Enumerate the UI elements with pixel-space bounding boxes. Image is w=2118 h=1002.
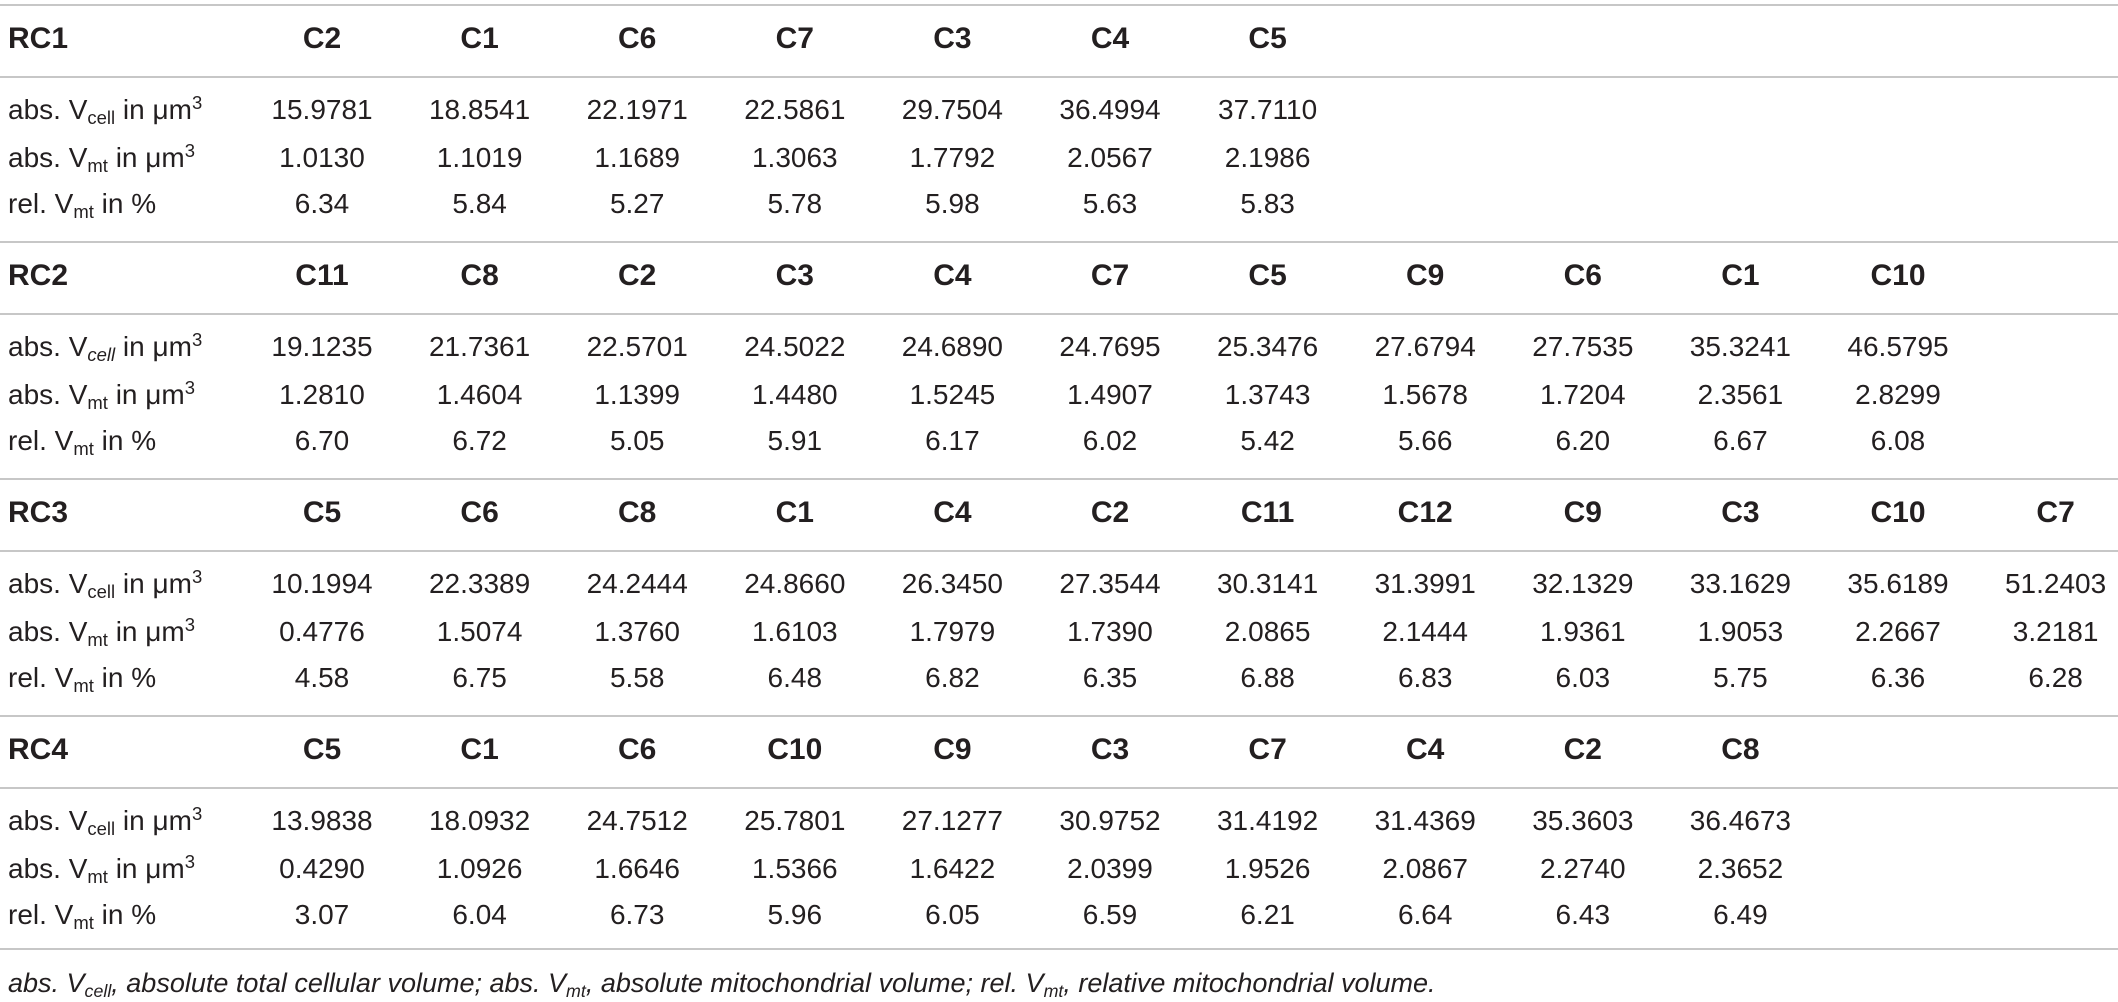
column-header: C2 bbox=[1563, 733, 1602, 766]
row-label-cell bbox=[8, 565, 203, 603]
value-rel-mt: 5.84 bbox=[452, 188, 507, 219]
value-v-mt: 1.1689 bbox=[594, 142, 680, 173]
value-v-mt: 2.1986 bbox=[1224, 142, 1311, 173]
value-rel-mt: 6.35 bbox=[1082, 662, 1138, 693]
value-v-mt: 1.5074 bbox=[436, 616, 523, 647]
row-label-subscript: mt bbox=[73, 912, 94, 934]
value-v-mt: 0.4290 bbox=[279, 853, 365, 884]
row-label-unit: μm bbox=[145, 616, 185, 647]
column-header: C6 bbox=[460, 496, 499, 529]
row-label-rel bbox=[8, 425, 157, 460]
column-header: C6 bbox=[618, 733, 657, 766]
value-rel-mt: 6.48 bbox=[767, 662, 823, 693]
value-rel-mt: 6.36 bbox=[1870, 662, 1926, 693]
row-label-text: in bbox=[107, 142, 146, 173]
row-label-text: abs. V bbox=[8, 616, 88, 647]
value-rel-mt: 5.66 bbox=[1397, 425, 1453, 456]
value-v-mt: 2.0567 bbox=[1067, 142, 1153, 173]
value-v-cell: 25.7801 bbox=[744, 805, 846, 836]
row-label-mt bbox=[8, 139, 196, 177]
value-v-cell: 15.9781 bbox=[271, 94, 373, 125]
row-label-subscript: cell bbox=[87, 581, 116, 603]
row-label-unit: μm bbox=[152, 94, 192, 125]
value-v-mt: 2.2667 bbox=[1855, 616, 1941, 647]
row-label-superscript: 3 bbox=[191, 328, 203, 350]
value-v-cell: 33.1629 bbox=[1689, 568, 1791, 599]
row-label-unit: μm bbox=[152, 805, 192, 836]
value-rel-mt: 5.58 bbox=[609, 662, 665, 693]
value-v-mt: 1.6646 bbox=[594, 853, 680, 884]
value-v-mt: 1.2810 bbox=[279, 379, 365, 410]
block-top-rule bbox=[0, 715, 2118, 717]
value-v-cell: 35.3241 bbox=[1689, 331, 1791, 362]
value-v-mt: 2.1444 bbox=[1382, 616, 1468, 647]
row-label-subscript: mt bbox=[73, 675, 94, 697]
row-label-superscript: 3 bbox=[184, 850, 196, 872]
value-v-mt: 1.1019 bbox=[436, 142, 523, 173]
row-label-text: rel. V bbox=[8, 188, 74, 219]
column-header: C9 bbox=[1406, 259, 1445, 292]
column-header: C10 bbox=[1870, 259, 1926, 292]
value-rel-mt: 5.98 bbox=[925, 188, 980, 219]
column-header: C7 bbox=[1090, 259, 1130, 292]
value-v-mt: 0.4776 bbox=[279, 616, 365, 647]
value-v-mt: 2.2740 bbox=[1539, 853, 1626, 884]
column-header: C3 bbox=[775, 259, 814, 292]
header-rule bbox=[0, 787, 2118, 789]
value-v-cell: 36.4673 bbox=[1689, 805, 1791, 836]
value-v-mt: 1.7204 bbox=[1539, 379, 1626, 410]
value-v-cell: 10.1994 bbox=[271, 568, 373, 599]
value-rel-mt: 6.82 bbox=[925, 662, 980, 693]
value-v-cell: 24.8660 bbox=[744, 568, 846, 599]
value-rel-mt: 3.07 bbox=[294, 899, 350, 930]
value-rel-mt: 6.88 bbox=[1240, 662, 1295, 693]
row-label-cell bbox=[8, 802, 203, 840]
column-header: C9 bbox=[1563, 496, 1602, 529]
row-label-subscript: mt bbox=[87, 155, 108, 177]
value-v-cell: 22.3389 bbox=[428, 568, 531, 599]
value-v-mt: 1.5245 bbox=[909, 379, 996, 410]
value-v-mt: 1.5366 bbox=[751, 853, 838, 884]
row-label-rel bbox=[8, 899, 157, 934]
block-header-rc2: RC2 bbox=[8, 259, 69, 292]
value-v-mt: 1.9361 bbox=[1539, 616, 1626, 647]
value-rel-mt: 6.02 bbox=[1082, 425, 1138, 456]
value-v-mt: 1.9526 bbox=[1224, 853, 1311, 884]
column-header: C8 bbox=[460, 259, 499, 292]
column-header: C4 bbox=[933, 259, 972, 292]
row-label-text: in bbox=[107, 379, 146, 410]
column-header: C3 bbox=[1090, 733, 1130, 766]
row-label-subscript: mt bbox=[73, 201, 94, 223]
value-v-cell: 24.6890 bbox=[901, 331, 1003, 362]
row-label-rel bbox=[8, 662, 157, 697]
value-rel-mt: 5.05 bbox=[609, 425, 665, 456]
value-v-cell: 31.4192 bbox=[1216, 805, 1319, 836]
value-rel-mt: 5.75 bbox=[1713, 662, 1768, 693]
value-v-mt: 1.7390 bbox=[1067, 616, 1153, 647]
value-v-cell: 30.3141 bbox=[1216, 568, 1319, 599]
column-header: C4 bbox=[1090, 22, 1130, 55]
column-header: C7 bbox=[1248, 733, 1287, 766]
value-v-cell: 13.9838 bbox=[271, 805, 373, 836]
row-label-text: abs. V bbox=[8, 805, 88, 836]
row-label-subscript: cell bbox=[87, 818, 116, 840]
value-v-mt: 1.3063 bbox=[751, 142, 838, 173]
row-label-text: abs. V bbox=[8, 142, 88, 173]
row-label-text: abs. V bbox=[8, 331, 88, 362]
value-v-mt: 1.5678 bbox=[1382, 379, 1468, 410]
value-v-cell: 27.6794 bbox=[1374, 331, 1476, 362]
column-header: C8 bbox=[1721, 733, 1760, 766]
value-v-cell: 22.5861 bbox=[744, 94, 846, 125]
block-header-rc4: RC4 bbox=[8, 733, 69, 766]
row-label-rel bbox=[8, 188, 157, 223]
column-header: C5 bbox=[1248, 22, 1287, 55]
value-rel-mt: 6.75 bbox=[452, 662, 507, 693]
row-label-cell bbox=[8, 328, 203, 366]
value-v-cell: 24.7695 bbox=[1059, 331, 1161, 362]
column-header: C5 bbox=[302, 733, 342, 766]
column-header: C2 bbox=[1090, 496, 1130, 529]
row-label-text: abs. V bbox=[8, 568, 88, 599]
value-v-cell: 36.4994 bbox=[1059, 94, 1161, 125]
column-header: C4 bbox=[1406, 733, 1445, 766]
row-label-subscript: mt bbox=[87, 866, 108, 888]
row-label-text: rel. V bbox=[8, 662, 74, 693]
row-label-text: in bbox=[115, 805, 153, 836]
row-label-superscript: 3 bbox=[191, 802, 203, 824]
value-rel-mt: 5.78 bbox=[767, 188, 823, 219]
column-header: C6 bbox=[618, 22, 657, 55]
value-v-cell: 19.1235 bbox=[271, 331, 373, 362]
value-v-cell: 31.3991 bbox=[1374, 568, 1476, 599]
value-rel-mt: 6.05 bbox=[925, 899, 980, 930]
value-v-mt: 1.6422 bbox=[909, 853, 996, 884]
value-v-mt: 1.6103 bbox=[751, 616, 838, 647]
value-v-cell: 46.5795 bbox=[1847, 331, 1949, 362]
row-label-mt bbox=[8, 850, 196, 888]
row-label-text: in bbox=[107, 616, 146, 647]
column-header: C3 bbox=[933, 22, 972, 55]
row-label-text: in % bbox=[93, 425, 157, 456]
value-v-cell: 24.2444 bbox=[586, 568, 688, 599]
row-label-unit: μm bbox=[145, 142, 185, 173]
value-v-mt: 2.0399 bbox=[1067, 853, 1153, 884]
column-header: C10 bbox=[767, 733, 823, 766]
row-label-subscript: mt bbox=[73, 438, 94, 460]
value-v-cell: 22.1971 bbox=[586, 94, 688, 125]
value-rel-mt: 6.72 bbox=[452, 425, 507, 456]
row-label-text: abs. V bbox=[8, 379, 88, 410]
column-header: C4 bbox=[933, 496, 972, 529]
row-label-unit: μm bbox=[145, 379, 185, 410]
value-rel-mt: 5.96 bbox=[767, 899, 823, 930]
row-label-text: in % bbox=[93, 899, 157, 930]
value-v-cell: 37.7110 bbox=[1218, 94, 1318, 125]
block-top-rule bbox=[0, 4, 2118, 6]
column-header: C12 bbox=[1397, 496, 1453, 529]
row-label-unit: μm bbox=[145, 853, 185, 884]
value-v-cell: 18.8541 bbox=[428, 94, 531, 125]
value-rel-mt: 6.04 bbox=[452, 899, 507, 930]
value-rel-mt: 6.43 bbox=[1555, 899, 1611, 930]
value-v-cell: 30.9752 bbox=[1059, 805, 1161, 836]
value-rel-mt: 6.08 bbox=[1870, 425, 1926, 456]
value-rel-mt: 6.67 bbox=[1713, 425, 1768, 456]
block-top-rule bbox=[0, 241, 2118, 243]
column-header: C9 bbox=[933, 733, 972, 766]
value-v-mt: 1.0926 bbox=[436, 853, 523, 884]
row-label-text: in bbox=[107, 853, 146, 884]
value-v-cell: 26.3450 bbox=[901, 568, 1003, 599]
column-header: C5 bbox=[302, 496, 342, 529]
row-label-unit: μm bbox=[152, 331, 192, 362]
value-rel-mt: 6.73 bbox=[609, 899, 665, 930]
table-bottom-rule bbox=[0, 948, 2118, 950]
value-v-cell: 51.2403 bbox=[2004, 568, 2107, 599]
value-v-cell: 25.3476 bbox=[1216, 331, 1319, 362]
block-header-rc3: RC3 bbox=[8, 496, 69, 529]
value-rel-mt: 6.17 bbox=[925, 425, 980, 456]
value-rel-mt: 5.63 bbox=[1082, 188, 1138, 219]
row-label-text: rel. V bbox=[8, 899, 74, 930]
row-label-text: in bbox=[115, 331, 153, 362]
row-label-text: rel. V bbox=[8, 425, 74, 456]
row-label-text: abs. V bbox=[8, 853, 88, 884]
row-label-cell bbox=[8, 91, 203, 129]
value-v-cell: 21.7361 bbox=[428, 331, 531, 362]
block-top-rule bbox=[0, 478, 2118, 480]
value-v-cell: 27.3544 bbox=[1059, 568, 1161, 599]
column-header: C1 bbox=[775, 496, 814, 529]
value-v-mt: 1.7792 bbox=[909, 142, 996, 173]
value-v-cell: 32.1329 bbox=[1532, 568, 1634, 599]
column-header: C7 bbox=[2036, 496, 2075, 529]
row-label-text: in % bbox=[93, 188, 157, 219]
column-header: C7 bbox=[775, 22, 814, 55]
column-header: C11 bbox=[295, 259, 349, 292]
column-header: C1 bbox=[460, 22, 499, 55]
column-header: C3 bbox=[1721, 496, 1760, 529]
value-rel-mt: 6.03 bbox=[1555, 662, 1611, 693]
row-label-superscript: 3 bbox=[191, 565, 203, 587]
row-label-superscript: 3 bbox=[184, 139, 196, 161]
value-v-cell: 27.7535 bbox=[1532, 331, 1634, 362]
value-v-mt: 1.3743 bbox=[1224, 379, 1311, 410]
value-v-mt: 2.3561 bbox=[1697, 379, 1784, 410]
value-rel-mt: 6.20 bbox=[1555, 425, 1611, 456]
value-v-mt: 1.4907 bbox=[1067, 379, 1153, 410]
column-header: C8 bbox=[618, 496, 657, 529]
value-rel-mt: 6.59 bbox=[1082, 899, 1138, 930]
column-header: C10 bbox=[1870, 496, 1926, 529]
value-v-mt: 1.7979 bbox=[909, 616, 996, 647]
value-v-cell: 24.5022 bbox=[744, 331, 846, 362]
value-v-mt: 2.0867 bbox=[1382, 853, 1468, 884]
value-rel-mt: 5.91 bbox=[767, 425, 823, 456]
value-v-mt: 2.0865 bbox=[1224, 616, 1311, 647]
value-v-cell: 35.3603 bbox=[1532, 805, 1634, 836]
row-label-subscript: mt bbox=[87, 392, 108, 414]
value-rel-mt: 5.27 bbox=[609, 188, 665, 219]
value-v-mt: 1.9053 bbox=[1697, 616, 1784, 647]
row-label-subscript: mt bbox=[87, 629, 108, 651]
value-v-mt: 3.2181 bbox=[2012, 616, 2099, 647]
column-header: C11 bbox=[1240, 496, 1295, 529]
row-label-text: in bbox=[115, 568, 153, 599]
value-rel-mt: 6.21 bbox=[1240, 899, 1295, 930]
value-rel-mt: 4.58 bbox=[294, 662, 350, 693]
value-v-cell: 22.5701 bbox=[586, 331, 688, 362]
row-label-subscript: cell bbox=[87, 107, 116, 129]
header-rule bbox=[0, 550, 2118, 552]
value-v-mt: 1.0130 bbox=[279, 142, 365, 173]
value-v-cell: 27.1277 bbox=[901, 805, 1003, 836]
value-v-mt: 2.8299 bbox=[1855, 379, 1941, 410]
value-v-mt: 1.4604 bbox=[436, 379, 523, 410]
value-v-cell: 24.7512 bbox=[586, 805, 688, 836]
value-v-cell: 29.7504 bbox=[901, 94, 1003, 125]
column-header: C2 bbox=[618, 259, 657, 292]
row-label-text: abs. V bbox=[8, 94, 88, 125]
table-footnote: abs. $V_{cell}$, absolute total cellular volume; abs. $V_{mt}$, absolute mitochondrial volume; rel. $V_{mt}$, relative mitochondrial volume. bbox=[8, 968, 1436, 1001]
column-header: C5 bbox=[1248, 259, 1287, 292]
row-label-mt bbox=[8, 376, 196, 414]
row-label-unit: μm bbox=[152, 568, 192, 599]
value-v-mt: 1.3760 bbox=[594, 616, 680, 647]
row-label-subscript: cell bbox=[87, 344, 116, 366]
value-rel-mt: 6.28 bbox=[2028, 662, 2083, 693]
value-rel-mt: 6.64 bbox=[1397, 899, 1453, 930]
value-rel-mt: 5.83 bbox=[1240, 188, 1295, 219]
row-label-text: in % bbox=[93, 662, 157, 693]
row-label-text: in bbox=[115, 94, 153, 125]
value-v-cell: 35.6189 bbox=[1847, 568, 1949, 599]
value-rel-mt: 5.42 bbox=[1240, 425, 1295, 456]
header-rule bbox=[0, 313, 2118, 315]
column-header: C1 bbox=[460, 733, 499, 766]
row-label-mt bbox=[8, 613, 196, 651]
row-label-superscript: 3 bbox=[184, 376, 196, 398]
column-header: C1 bbox=[1721, 259, 1760, 292]
column-header: C6 bbox=[1563, 259, 1602, 292]
value-rel-mt: 6.70 bbox=[294, 425, 350, 456]
block-header-rc1: RC1 bbox=[8, 22, 69, 55]
value-v-mt: 1.4480 bbox=[751, 379, 838, 410]
row-label-superscript: 3 bbox=[191, 91, 203, 113]
column-header: C2 bbox=[302, 22, 342, 55]
value-v-mt: 1.1399 bbox=[594, 379, 680, 410]
value-v-cell: 31.4369 bbox=[1374, 805, 1476, 836]
value-rel-mt: 6.34 bbox=[294, 188, 350, 219]
row-label-superscript: 3 bbox=[184, 613, 196, 635]
value-v-mt: 2.3652 bbox=[1697, 853, 1784, 884]
header-rule bbox=[0, 76, 2118, 78]
value-v-cell: 18.0932 bbox=[428, 805, 531, 836]
value-rel-mt: 6.49 bbox=[1713, 899, 1768, 930]
value-rel-mt: 6.83 bbox=[1397, 662, 1453, 693]
